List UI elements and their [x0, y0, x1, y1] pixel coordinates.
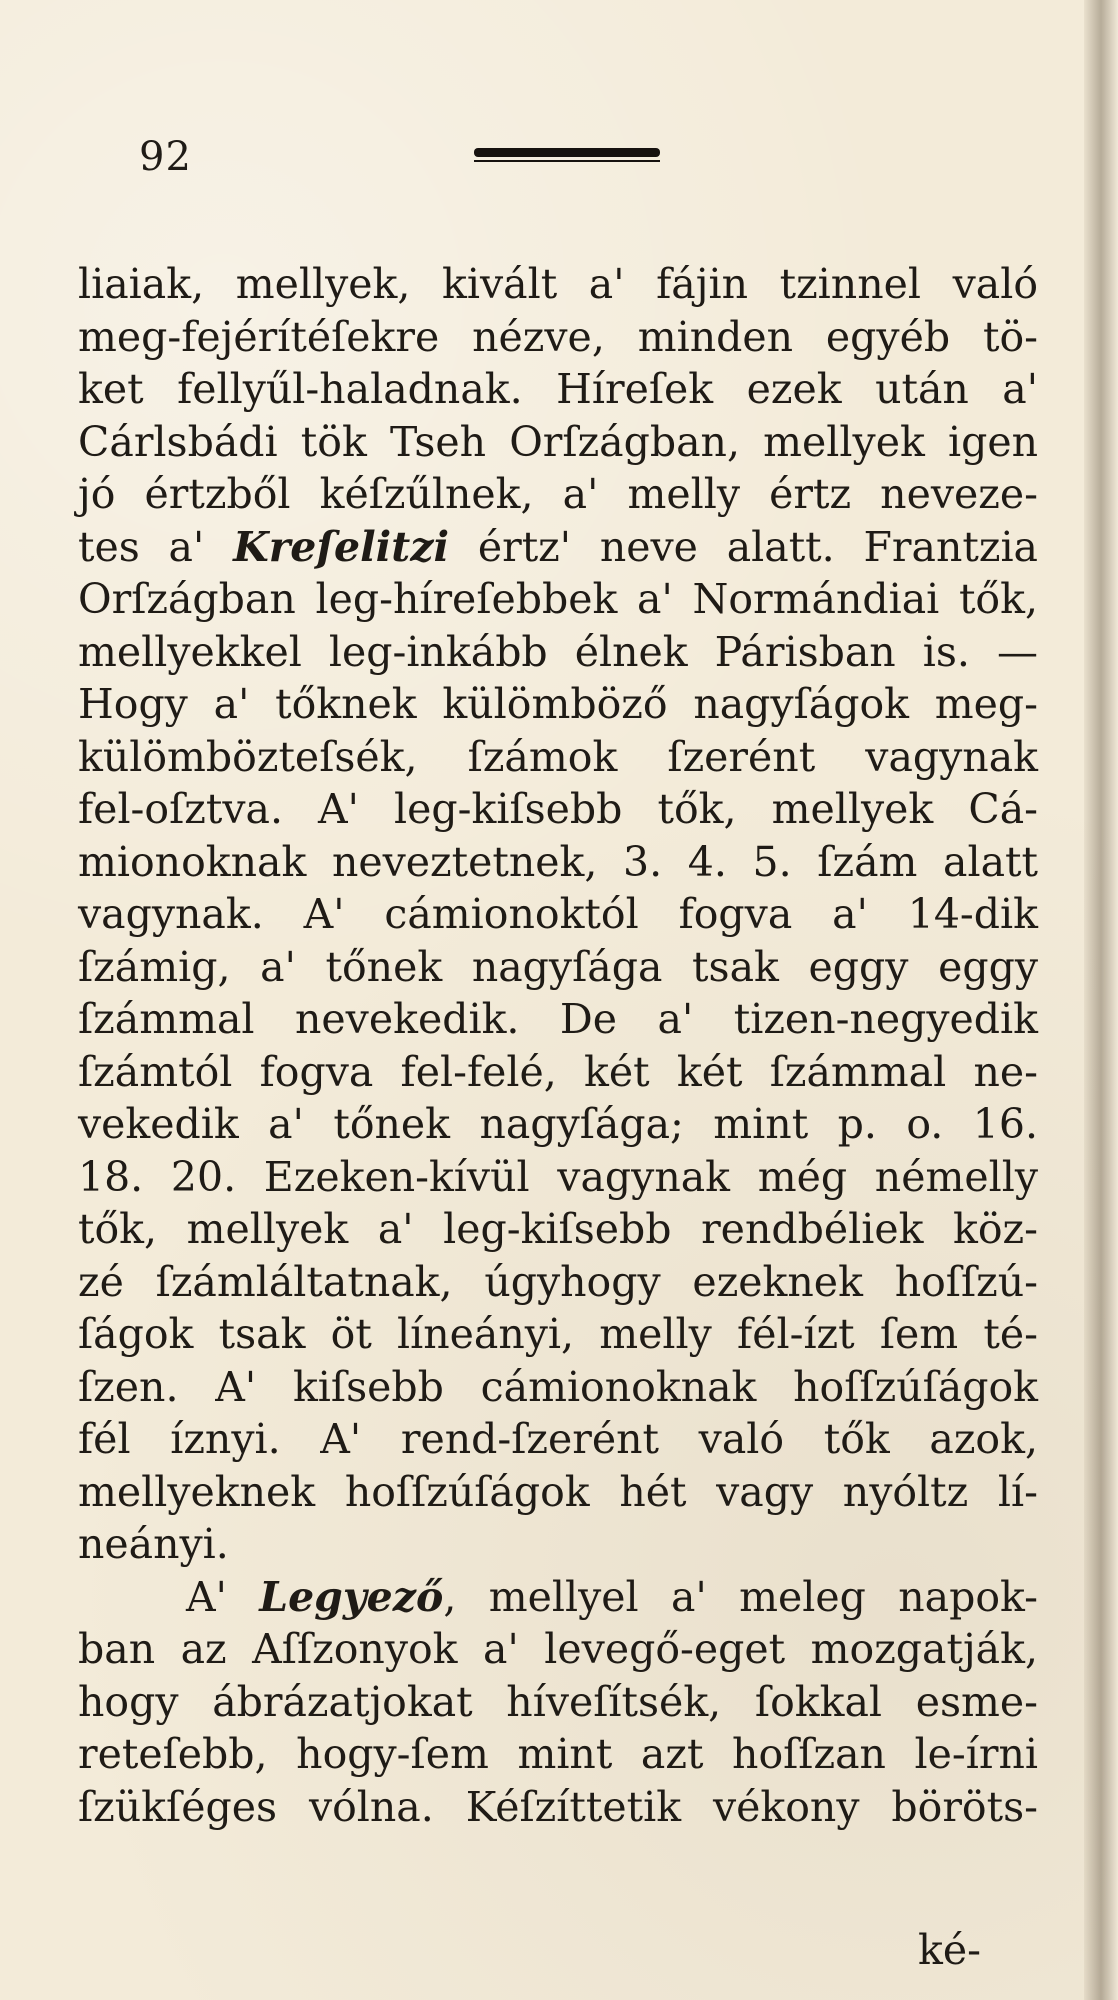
text-line	[78, 1046, 1038, 1099]
text-line	[78, 731, 1038, 784]
text-line	[78, 1623, 1038, 1676]
page-number: 92	[139, 134, 192, 180]
text-line-segment: mellyekkel leg-inkább élnek Párisban is. —	[78, 627, 1038, 676]
text-line-segment: ſzükſéges vólna. Kéſzíttetik vékony böröts-	[78, 1782, 1038, 1831]
text-line-segment: , mellyel a' meleg napok-	[443, 1572, 1038, 1621]
text-line-segment: vekedik a' tőnek nagyſága; mint p. o. 16.	[78, 1100, 1038, 1148]
text-line-segment: tes a'	[78, 522, 234, 571]
text-line-segment: ket fellyűl-haladnak. Híreſek ezek után a'	[78, 365, 1038, 413]
text-line-segment: ſzámtól fogva fel-felé, két két ſzámmal ne-	[78, 1047, 1038, 1096]
text-line	[78, 678, 1038, 731]
text-line	[78, 416, 1038, 469]
text-line	[78, 521, 1038, 574]
text-line	[78, 941, 1038, 994]
text-line-segment: Orſzágban leg-híreſebbek a' Normándiai tők,	[78, 575, 1038, 623]
text-line	[78, 258, 1038, 311]
text-line	[78, 993, 1038, 1046]
text-line-segment: tők, mellyek a' leg-kiſsebb rendbéliek köz-	[78, 1205, 1038, 1253]
text-line-segment: külömbözteſsék, ſzámok ſzerént vagynak	[78, 732, 1038, 781]
emphasized-term: Legyező	[259, 1572, 444, 1621]
text-line	[78, 1203, 1038, 1256]
text-line-segment: ſzámmal nevekedik. De a' tizen-negyedik	[78, 995, 1038, 1043]
emphasized-term: Kreſelitzi	[233, 522, 450, 571]
text-line-segment: vagynak. A' cámionoktól fogva a' 14-dik	[78, 890, 1038, 938]
text-line	[78, 311, 1038, 364]
text-line-segment: fél íznyi. A' rend-ſzerént való tők azok,	[78, 1415, 1038, 1463]
text-line	[78, 1466, 1038, 1519]
text-line	[78, 1413, 1038, 1466]
text-line-segment: jó értzből kéſzűlnek, a' melly értz neveze-	[78, 470, 1038, 518]
text-line	[78, 1361, 1038, 1414]
text-line-segment: Hogy a' tőknek külömböző nagyſágok meg-	[78, 680, 1038, 728]
text-line-segment: 18. 20. Ezeken-kívül vagynak még némelly	[78, 1152, 1038, 1201]
text-line	[78, 1781, 1038, 1834]
text-line-segment: neányi.	[78, 1520, 229, 1568]
text-line-segment: ſzen. A' kiſsebb cámionoknak hoſſzúſágok	[78, 1362, 1038, 1411]
text-line-segment: ſzámig, a' tőnek nagyſága tsak eggy eggy	[78, 942, 1038, 991]
text-line	[78, 1256, 1038, 1309]
text-line-segment: hogy ábrázatjokat híveſítsék, ſokkal esme-	[78, 1677, 1038, 1726]
text-line	[78, 888, 1038, 941]
text-line-segment: zé ſzámláltatnak, úgyhogy ezeknek hoſſzú-	[78, 1257, 1038, 1306]
text-block	[78, 258, 1038, 1833]
text-line	[78, 1518, 1038, 1571]
text-line	[78, 1571, 1038, 1624]
text-line-segment: ban az Aſſzonyok a' levegő-eget mozgatják,	[78, 1625, 1038, 1673]
text-line	[78, 1728, 1038, 1781]
text-line-segment: meg-fejérítéſekre nézve, minden egyéb tö-	[78, 312, 1038, 361]
text-line	[78, 1676, 1038, 1729]
text-line-segment: ſágok tsak öt líneányi, melly fél-ízt ſem té-	[78, 1310, 1038, 1358]
text-line	[78, 836, 1038, 889]
text-line-segment: fel-oſztva. A' leg-kiſsebb tők, mellyek Cá-	[78, 785, 1038, 833]
text-line-segment: mellyeknek hoſſzúſágok hét vagy nyóltz lí-	[78, 1467, 1038, 1516]
catchword: ké-	[918, 1926, 981, 1974]
text-line-segment: Cárlsbádi tök Tseh Orſzágban, mellyek igen	[78, 417, 1038, 466]
text-line	[78, 363, 1038, 416]
text-line	[78, 573, 1038, 626]
text-line	[78, 626, 1038, 679]
text-line	[78, 1308, 1038, 1361]
text-line-segment: liaiak, mellyek, kivált a' fájin tzinnel való	[78, 260, 1038, 308]
text-line-segment: A'	[186, 1572, 260, 1621]
text-line-segment: értz' neve alatt. Frantzia	[449, 522, 1039, 571]
text-line-segment: reteſebb, hogy-ſem mint azt hoſſzan le-írni	[78, 1730, 1038, 1778]
text-line	[78, 1151, 1038, 1204]
page-edge-shadow	[1084, 0, 1118, 2000]
text-line-segment: mionoknak neveztetnek, 3. 4. 5. ſzám alatt	[78, 837, 1038, 886]
text-line	[78, 783, 1038, 836]
text-line	[78, 1098, 1038, 1151]
header-ornament	[474, 147, 660, 165]
text-line	[78, 468, 1038, 521]
